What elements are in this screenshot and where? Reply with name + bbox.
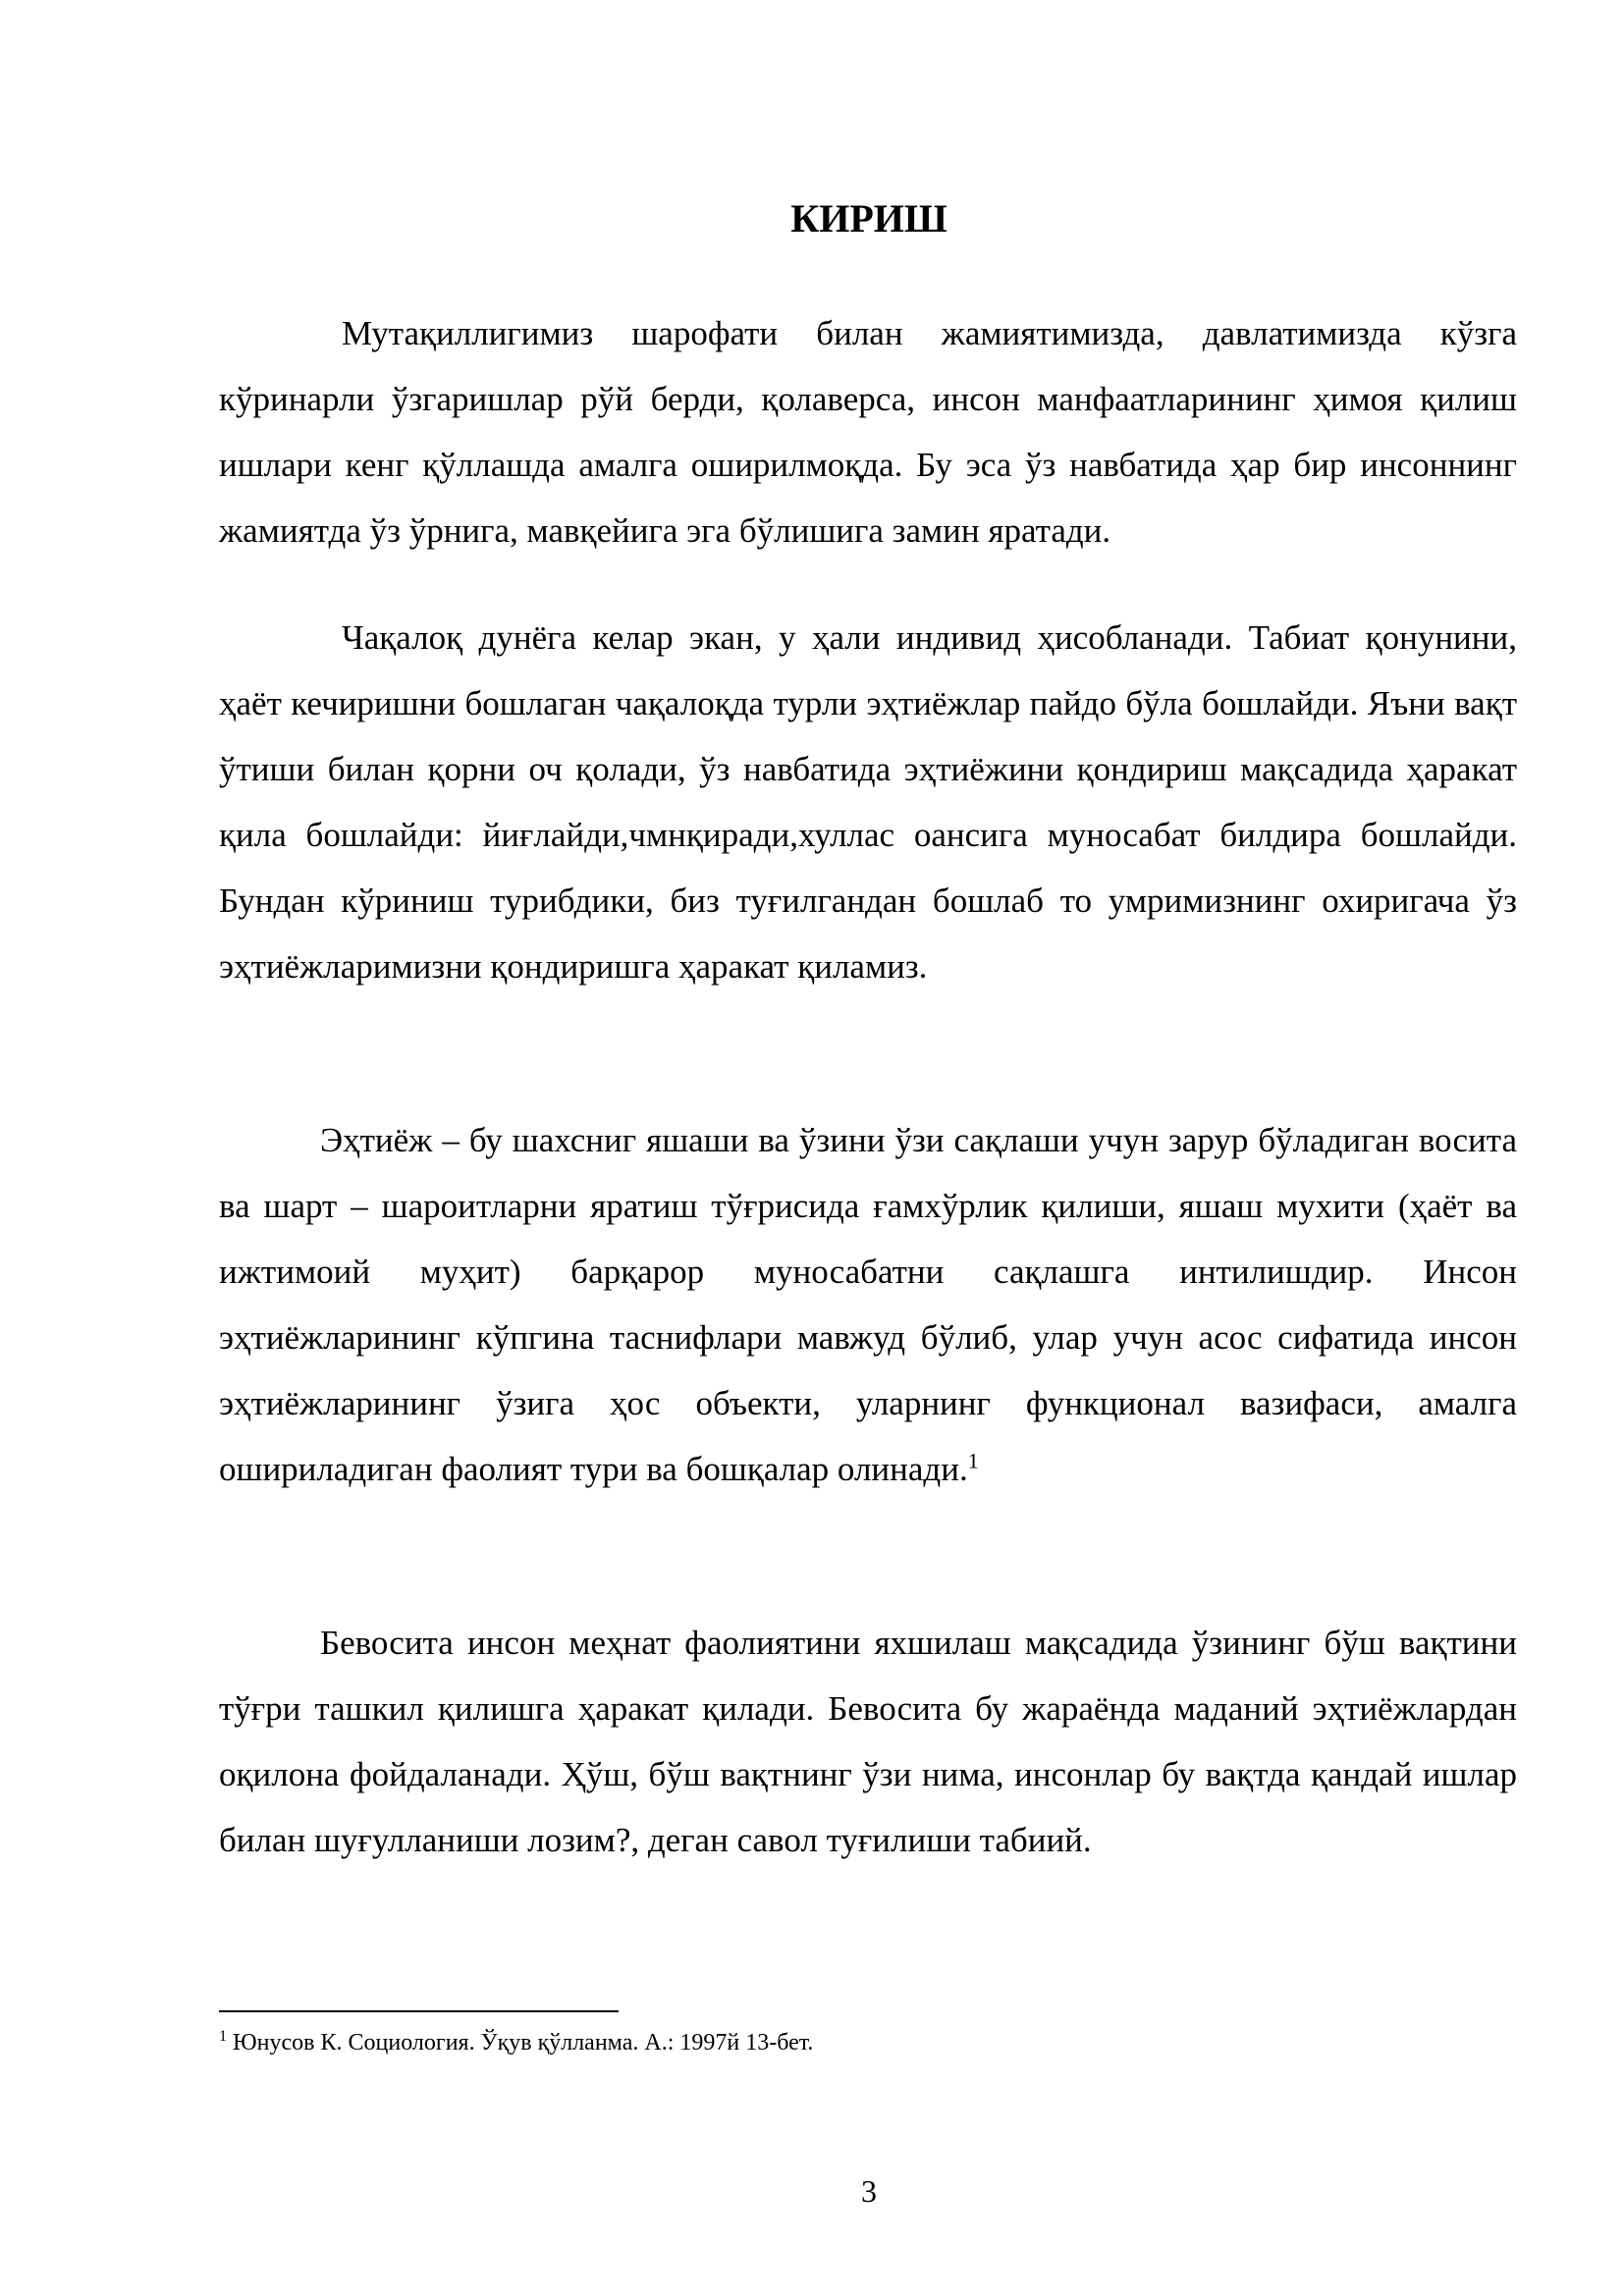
paragraph-3-text: Эҳтиёж – бу шахсниг яшаши ва ўзини ўзи сақлаши учун зарур бўладиган восита ва шарт – шароитларни яратиш тўғрисида ғамхўрлик қилиши, яшаш мухити (ҳаёт ва ижтимоий муҳит) барқарор муносабатни сақлашга интилишдир. Инсон эҳтиёжларининг кўпгина таснифлари мавжуд бўлиб, улар учун асос сифатида инсон эҳтиёжларининг ўзига ҳос объекти, уларнинг функционал вазифаси, амалга ошириладиган фаолият тури ва бошқалар олинади. xyxy=(219,1121,1517,1488)
paragraph-block-4 xyxy=(219,1610,1517,1873)
page-number: 3 xyxy=(861,2173,877,2209)
paragraph-1: Мутақиллигимиз шарофати билан жамиятимизда, давлатимизда кўзга кўринарли ўзгаришлар рўй берди, қолаверса, инсон манфаатларининг ҳимоя қилиш ишлари кенг қўллашда амалга оширилмоқда. Бу эса ўз навбатида ҳар бир инсоннинг жамиятда ўз ўрнига, мавқейига эга бўлишига замин яратади. xyxy=(219,314,1517,550)
page-title: КИРИШ xyxy=(790,196,947,240)
footnote-reference: 1 xyxy=(967,1448,979,1473)
paragraph-block-3 xyxy=(219,1107,1517,1502)
paragraph-block-1 xyxy=(219,300,1517,563)
footnote-marker: 1 xyxy=(219,2028,227,2045)
paragraph-3 xyxy=(219,1107,1517,1502)
paragraph-2: Чақалоқ дунёга келар экан, у ҳали индивид ҳисобланади. Табиат қонунини, ҳаёт кечиришни бошлаган чақалоқда турли эҳтиёжлар пайдо бўла бошлайди. Яъни вақт ўтиши билан қорни оч қолади, ўз навбатида эҳтиёжини қондириш мақсадида ҳаракат қила бошлайди: йиғлайди,чмнқиради,хуллас оансига муносабат билдира бошлайди. Бундан кўриниш турибдики, биз туғилгандан бошлаб то умримизнинг охиригача ўз эҳтиёжларимизни қондиришга ҳаракат қиламиз. xyxy=(219,618,1517,986)
footnote-separator xyxy=(219,2010,619,2012)
paragraph-block-2 xyxy=(219,605,1517,999)
footnote xyxy=(219,2028,1495,2057)
footnote-text: Юнусов К. Социология. Ўқув қўлланма. А.: 1997й 13-бет. xyxy=(233,2030,814,2056)
paragraph-4: Бевосита инсон меҳнат фаолиятини яхшилаш мақсадида ўзининг бўш вақтини тўғри ташкил қилишга ҳаракат қилади. Бевосита бу жараёнда маданий эҳтиёжлардан оқилона фойдаланади. Ҳўш, бўш вақтнинг ўзи нима, инсонлар бу вақтда қандай ишлар билан шуғулланиши лозим?, деган савол туғилиши табиий. xyxy=(219,1624,1517,1859)
